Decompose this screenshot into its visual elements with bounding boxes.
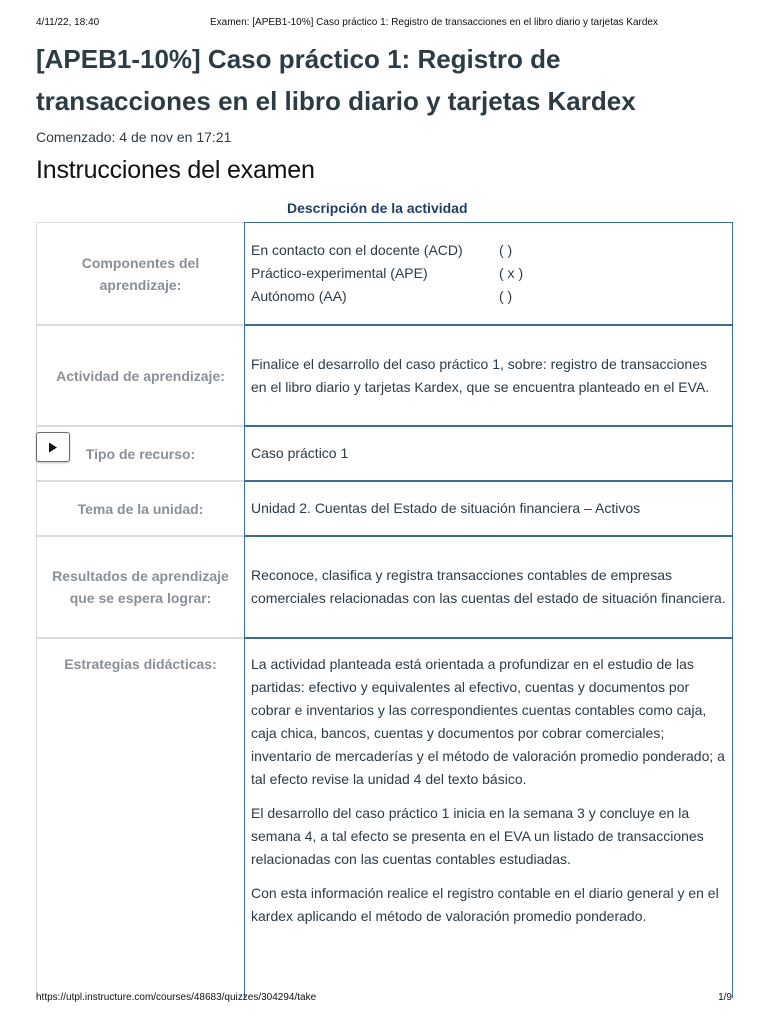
- componente-name: Práctico-experimental (APE): [251, 265, 428, 281]
- print-url: https://utpl.instructure.com/courses/48683/quizzes/304294/take: [36, 992, 317, 1003]
- play-triangle-icon: [48, 442, 58, 453]
- resultados-text: Reconoce, clasifica y registra transacciones contables de empresas comerciales relacionadas con las cuentas del estado de situación financiera.: [251, 567, 726, 606]
- componentes-label: Componentes del aprendizaje:: [36, 222, 244, 325]
- estrategias-label: Estrategias didácticas:: [36, 638, 244, 998]
- componente-name: En contacto con el docente (ACD): [251, 242, 463, 258]
- tipo-recurso-label: Tipo de recurso:: [36, 426, 244, 481]
- resultados-value: [244, 536, 733, 638]
- estrategias-value: [244, 638, 733, 998]
- componentes-value: [244, 222, 733, 325]
- tema-unidad-value: [244, 481, 733, 536]
- page-title: [APEB1-10%] Caso práctico 1: Registro de transacciones en el libro diario y tarjetas Kardex: [36, 44, 636, 116]
- actividad-label: Actividad de aprendizaje:: [36, 325, 244, 426]
- play-button[interactable]: [36, 432, 70, 462]
- componente-item: [251, 285, 726, 308]
- actividad-text: Finalice el desarrollo del caso práctico 1, sobre: registro de transacciones en el libro diario y tarjetas Kardex, que se encuentra planteado en el EVA.: [251, 355, 710, 395]
- tema-unidad-label: Tema de la unidad:: [36, 481, 244, 536]
- estrategias-paragraph: El desarrollo del caso práctico 1 inicia en la semana 3 y concluye en la semana 4, a tal efecto se presenta en el EVA un listado de transacciones relacionadas con las cuentas contables estudiadas.: [251, 805, 704, 867]
- instructions-heading: Instrucciones del examen: [36, 156, 315, 184]
- print-document-title: Examen: [APEB1-10%] Caso práctico 1: Registro de transacciones en el libro diario y tarjetas Kardex: [210, 17, 658, 28]
- resultados-label: Resultados de aprendizaje que se espera lograr:: [36, 536, 244, 638]
- started-timestamp: Comenzado: 4 de nov en 17:21: [36, 129, 232, 145]
- componente-item: [251, 262, 726, 285]
- tipo-recurso-value: [244, 426, 733, 481]
- print-page-number: 1/9: [718, 992, 732, 1003]
- componente-mark: ( ): [499, 242, 513, 258]
- componente-mark: ( ): [499, 288, 513, 304]
- componente-name: Autónomo (AA): [251, 288, 347, 304]
- componente-item: [251, 239, 726, 262]
- tipo-recurso-text: Caso práctico 1: [251, 445, 349, 461]
- print-date: 4/11/22, 18:40: [36, 17, 100, 28]
- estrategias-paragraph: La actividad planteada está orientada a profundizar en el estudio de las partidas: efectivo y equivalentes al efectivo, cuentas y documentos por cobrar e inventarios y las correspondientes cuentas contables como caja, caja chica, bancos, cuentas y documentos por cobrar comerciales; inventario de mercaderías y el método de valoración promedio ponderado; a tal efecto revise la unidad 4 del texto básico.: [251, 656, 725, 787]
- estrategias-paragraph: Con esta información realice el registro contable en el diario general y en el kardex aplicando el método de valoración promedio ponderado.: [251, 885, 719, 924]
- componente-mark: ( x ): [499, 265, 524, 281]
- tema-unidad-text: Unidad 2. Cuentas del Estado de situación financiera – Activos: [251, 500, 641, 516]
- actividad-value: [244, 325, 733, 426]
- table-caption: Descripción de la actividad: [287, 200, 468, 216]
